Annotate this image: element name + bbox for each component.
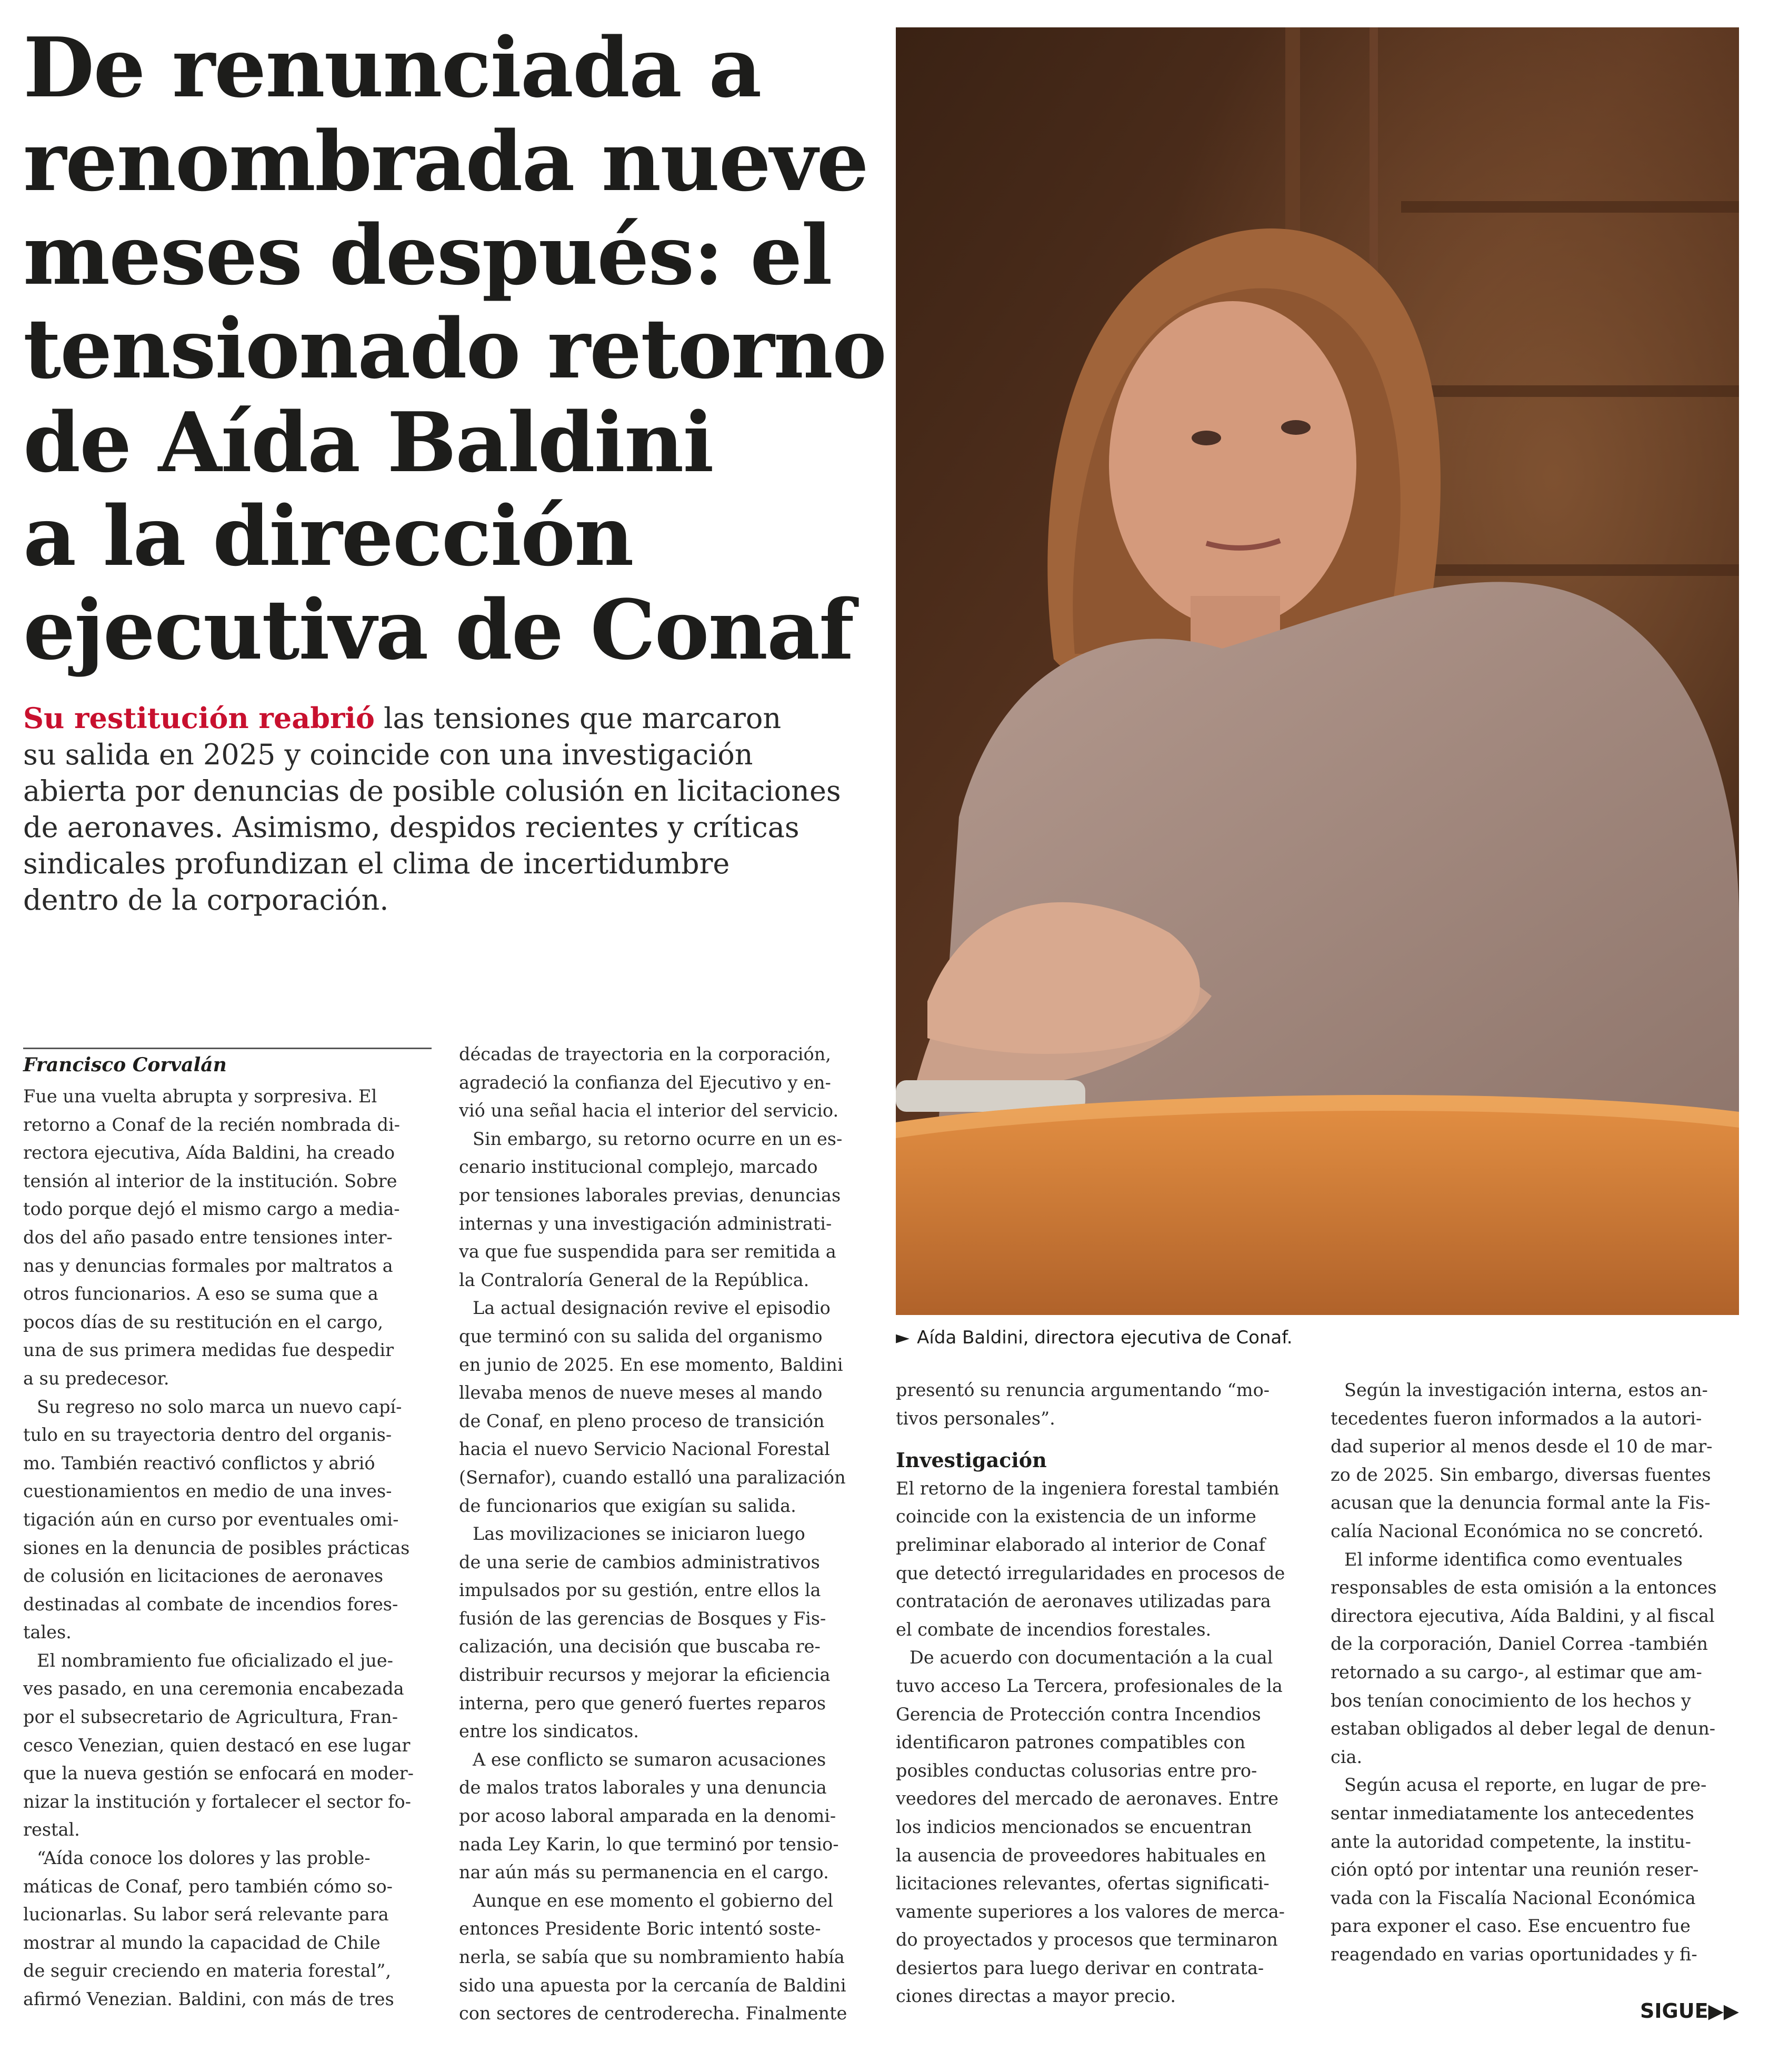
- body-line: de seguir creciendo en materia forestal”,: [23, 1960, 392, 1981]
- body-line: para exponer el caso. Ese encuentro fue: [1331, 1916, 1691, 1937]
- body-line: destinadas al combate de incendios fores-: [23, 1593, 398, 1615]
- body-line: ante la autoridad competente, la institu-: [1331, 1831, 1691, 1852]
- body-line: reagendado en varias oportunidades y fi-: [1331, 1944, 1697, 1965]
- body-line: do proyectados y procesos que terminaron: [896, 1929, 1278, 1950]
- body-line: A ese conflicto se sumaron acusaciones: [473, 1749, 826, 1770]
- body-line: la ausencia de proveedores habituales en: [896, 1845, 1266, 1866]
- lead-line: dentro de la corporación.: [23, 883, 389, 917]
- body-line: cesco Venezian, quien destacó en ese lugar: [23, 1735, 411, 1756]
- lead-kicker: Su restitución reabrió: [23, 701, 375, 735]
- body-line: Su regreso no solo marca un nuevo capí-: [37, 1396, 402, 1417]
- body-line: zo de 2025. Sin embargo, diversas fuentes: [1331, 1464, 1711, 1485]
- body-line: identificaron patrones compatibles con: [896, 1732, 1246, 1753]
- body-line: “Aída conoce los dolores y las proble-: [37, 1848, 371, 1869]
- body-line: El retorno de la ingeniera forestal también: [896, 1478, 1280, 1499]
- headline: [23, 19, 886, 678]
- body-line: agradeció la confianza del Ejecutivo y en-: [459, 1072, 831, 1093]
- body-line: el combate de incendios forestales.: [896, 1619, 1212, 1640]
- body-line: otros funcionarios. A eso se suma que a: [23, 1283, 378, 1304]
- body-line: nerla, se sabía que su nombramiento había: [459, 1947, 845, 1967]
- body-line: veedores del mercado de aeronaves. Entre: [896, 1788, 1279, 1809]
- body-line: desiertos para luego derivar en contrata-: [896, 1957, 1264, 1978]
- body-line: De acuerdo con documentación a la cual: [910, 1647, 1273, 1668]
- body-line: retorno a Conaf de la recién nombrada di-: [23, 1114, 400, 1135]
- body-line: de funcionarios que exigían su salida.: [459, 1495, 796, 1516]
- body-line: presentó su renuncia argumentando “mo-: [896, 1380, 1270, 1400]
- body-line: de una serie de cambios administrativos: [459, 1551, 820, 1572]
- body-line: Fue una vuelta abrupta y sorpresiva. El: [23, 1086, 377, 1107]
- caption-arrow-icon: ►: [896, 1327, 910, 1348]
- body-line: siones en la denuncia de posibles prácticas: [23, 1537, 410, 1558]
- body-line: tigación aún en curso por eventuales omi-: [23, 1509, 399, 1530]
- body-line: restal.: [23, 1819, 80, 1840]
- portrait-illustration: [896, 27, 1739, 1315]
- section-subheading: Investigación: [896, 1448, 1047, 1472]
- body-line: responsables de esta omisión a la entonces: [1331, 1577, 1717, 1598]
- body-line: vamente superiores a los valores de merca-: [896, 1901, 1285, 1922]
- body-line: de Conaf, en pleno proceso de transición: [459, 1410, 825, 1431]
- body-line: por tensiones laborales previas, denuncias: [459, 1184, 841, 1206]
- body-line: nada Ley Karin, lo que terminó por tensio-: [459, 1834, 839, 1855]
- headline-line: meses después: el: [23, 207, 832, 303]
- lead-first-line-rest: las tensiones que marcaron: [374, 702, 782, 735]
- body-line: tecedentes fueron informados a la autori-: [1331, 1408, 1702, 1429]
- body-line: estaban obligados al deber legal de denun-: [1331, 1718, 1716, 1739]
- body-line: tulo en su trayectoria dentro del organis-: [23, 1424, 392, 1446]
- body-line: fusión de las gerencias de Bosques y Fis-: [459, 1608, 826, 1629]
- body-line: que detectó irregularidades en procesos de: [896, 1562, 1285, 1583]
- body-line: nizar la institución y fortalecer el sector fo-: [23, 1791, 411, 1812]
- body-line: El informe identifica como eventuales: [1344, 1549, 1683, 1570]
- body-line: a su predecesor.: [23, 1368, 169, 1389]
- headline-line: renombrada nueve: [23, 113, 868, 210]
- body-line: sido una apuesta por la cercanía de Baldini: [459, 1975, 846, 1996]
- body-line: tales.: [23, 1622, 72, 1643]
- body-line: Según acusa el reporte, en lugar de pre-: [1344, 1775, 1707, 1796]
- article-column-4: [1331, 1376, 1739, 1968]
- body-line: rectora ejecutiva, Aída Baldini, ha creado: [23, 1142, 395, 1163]
- body-line: retornado a su cargo-, al estimar que am-: [1331, 1661, 1702, 1682]
- body-line: ciones directas a mayor precio.: [896, 1986, 1176, 2007]
- body-line: vió una señal hacia el interior del servicio.: [459, 1100, 839, 1121]
- body-line: mostrar al mundo la capacidad de Chile: [23, 1932, 381, 1953]
- body-line: tivos personales”.: [896, 1408, 1055, 1429]
- body-line: ción optó por intentar una reunión reser-: [1331, 1859, 1699, 1880]
- lead-line: [23, 700, 823, 736]
- body-line: que terminó con su salida del organismo: [459, 1326, 823, 1347]
- body-line: cenario institucional complejo, marcado: [459, 1157, 818, 1178]
- body-line: por acoso laboral amparada en la denomi-: [459, 1806, 836, 1827]
- continue-label: [1632, 1999, 1739, 2023]
- body-line: de malos tratos laborales y una denuncia: [459, 1777, 827, 1798]
- body-line: Según la investigación interna, estos an-: [1344, 1380, 1708, 1400]
- lead-line: abierta por denuncias de posible colusión en licitaciones: [23, 774, 841, 808]
- body-line: El nombramiento fue oficializado el jue-: [37, 1650, 393, 1671]
- body-line: hacia el nuevo Servicio Nacional Forestal: [459, 1439, 830, 1460]
- headline-line: ejecutiva de Conaf: [23, 582, 854, 678]
- body-line: mo. También reactivó conflictos y abrió: [23, 1452, 375, 1473]
- body-line: (Sernafor), cuando estalló una paralización: [459, 1467, 846, 1488]
- body-line: calía Nacional Económica no se concretó.: [1331, 1520, 1704, 1541]
- body-line: afirmó Venezian. Baldini, con más de tres: [23, 1989, 394, 2009]
- portrait-photo: [896, 27, 1739, 1315]
- body-line: décadas de trayectoria en la corporación,: [459, 1044, 831, 1064]
- double-arrow-icon: ▶▶: [1708, 1999, 1739, 2023]
- body-line: va que fue suspendida para ser remitida a: [459, 1241, 836, 1262]
- body-line: por el subsecretario de Agricultura, Fran-: [23, 1707, 398, 1728]
- body-line: ves pasado, en una ceremonia encabezada: [23, 1678, 404, 1699]
- body-line: impulsados por su gestión, entre ellos la: [459, 1580, 821, 1601]
- caption-text: Aída Baldini, directora ejecutiva de Conaf.: [917, 1327, 1293, 1348]
- lead-line: su salida en 2025 y coincide con una investigación: [23, 738, 753, 771]
- article-column-2: [459, 1040, 867, 2028]
- body-line: los indicios mencionados se encuentran: [896, 1816, 1252, 1837]
- body-line: coincide con la existencia de un informe: [896, 1506, 1256, 1527]
- lead-line: sindicales profundizan el clima de incertidumbre: [23, 847, 730, 880]
- body-line: entre los sindicatos.: [459, 1721, 639, 1742]
- body-line: bos tenían conocimiento de los hechos y: [1331, 1690, 1691, 1711]
- body-line: licitaciones relevantes, ofertas significati-: [896, 1873, 1270, 1894]
- body-line: internas y una investigación administrati-: [459, 1213, 832, 1234]
- body-line: lucionarlas. Su labor será relevante para: [23, 1904, 389, 1925]
- body-line: entonces Presidente Boric intentó soste-: [459, 1918, 821, 1939]
- body-line: dos del año pasado entre tensiones inter-: [23, 1227, 393, 1248]
- body-line: contratación de aeronaves utilizadas para: [896, 1591, 1271, 1612]
- body-line: una de sus primera medidas fue despedir: [23, 1340, 394, 1361]
- photo-caption: [896, 1326, 1739, 1350]
- body-line: distribuir recursos y mejorar la eficiencia: [459, 1665, 831, 1686]
- body-line: Sin embargo, su retorno ocurre en un es-: [473, 1128, 843, 1149]
- body-line: posibles conductas colusorias entre pro-: [896, 1760, 1257, 1781]
- continue-text: SIGUE: [1640, 1999, 1708, 2023]
- body-line: tensión al interior de la institución. Sobre: [23, 1170, 397, 1191]
- body-line: dad superior al menos desde el 10 de mar-: [1331, 1436, 1713, 1457]
- body-line: interna, pero que generó fuertes reparos: [459, 1692, 826, 1714]
- headline-line: a la dirección: [23, 488, 633, 584]
- body-line: cuestionamientos en medio de una inves-: [23, 1481, 392, 1502]
- headline-line: De renunciada a: [23, 19, 761, 116]
- body-line: máticas de Conaf, pero también cómo so-: [23, 1876, 393, 1897]
- byline: Francisco Corvalán: [23, 1048, 432, 1077]
- body-line: con sectores de centroderecha. Finalmente: [459, 2003, 847, 2024]
- body-line: nas y denuncias formales por maltratos a: [23, 1255, 393, 1276]
- body-line: que la nueva gestión se enfocará en moder-: [23, 1763, 414, 1784]
- article-column-3: [896, 1376, 1304, 2010]
- headline-line: de Aída Baldini: [23, 394, 713, 491]
- article-column-1: [23, 1082, 432, 2014]
- headline-line: tensionado retorno: [23, 301, 886, 397]
- body-line: Aunque en ese momento el gobierno del: [473, 1890, 833, 1911]
- body-line: en junio de 2025. En ese momento, Baldini: [459, 1354, 843, 1375]
- body-line: vada con la Fiscalía Nacional Económica: [1331, 1887, 1696, 1908]
- body-line: directora ejecutiva, Aída Baldini, y al fiscal: [1331, 1605, 1715, 1626]
- body-line: la Contraloría General de la República.: [459, 1269, 809, 1290]
- body-line: La actual designación revive el episodio: [473, 1298, 831, 1319]
- body-line: tuvo acceso La Tercera, profesionales de la: [896, 1675, 1283, 1696]
- body-line: nar aún más su permanencia en el cargo.: [459, 1862, 829, 1883]
- body-line: cia.: [1331, 1746, 1363, 1767]
- lead-paragraph: [23, 700, 841, 918]
- body-line: todo porque dejó el mismo cargo a media-: [23, 1199, 400, 1220]
- body-line: pocos días de su restitución en el cargo,: [23, 1311, 384, 1332]
- body-line: sentar inmediatamente los antecedentes: [1331, 1802, 1694, 1824]
- body-line: acusan que la denuncia formal ante la Fis-: [1331, 1492, 1711, 1513]
- body-line: llevaba menos de nueve meses al mando: [459, 1382, 823, 1403]
- body-line: calización, una decisión que buscaba re-: [459, 1636, 821, 1657]
- body-line: Las movilizaciones se iniciaron luego: [473, 1523, 805, 1545]
- lead-line: de aeronaves. Asimismo, despidos recientes y críticas: [23, 811, 799, 844]
- body-line: preliminar elaborado al interior de Conaf: [896, 1534, 1265, 1555]
- body-line: Gerencia de Protección contra Incendios: [896, 1704, 1261, 1725]
- body-line: de la corporación, Daniel Correa -también: [1331, 1633, 1708, 1655]
- body-line: de colusión en licitaciones de aeronaves: [23, 1566, 384, 1587]
